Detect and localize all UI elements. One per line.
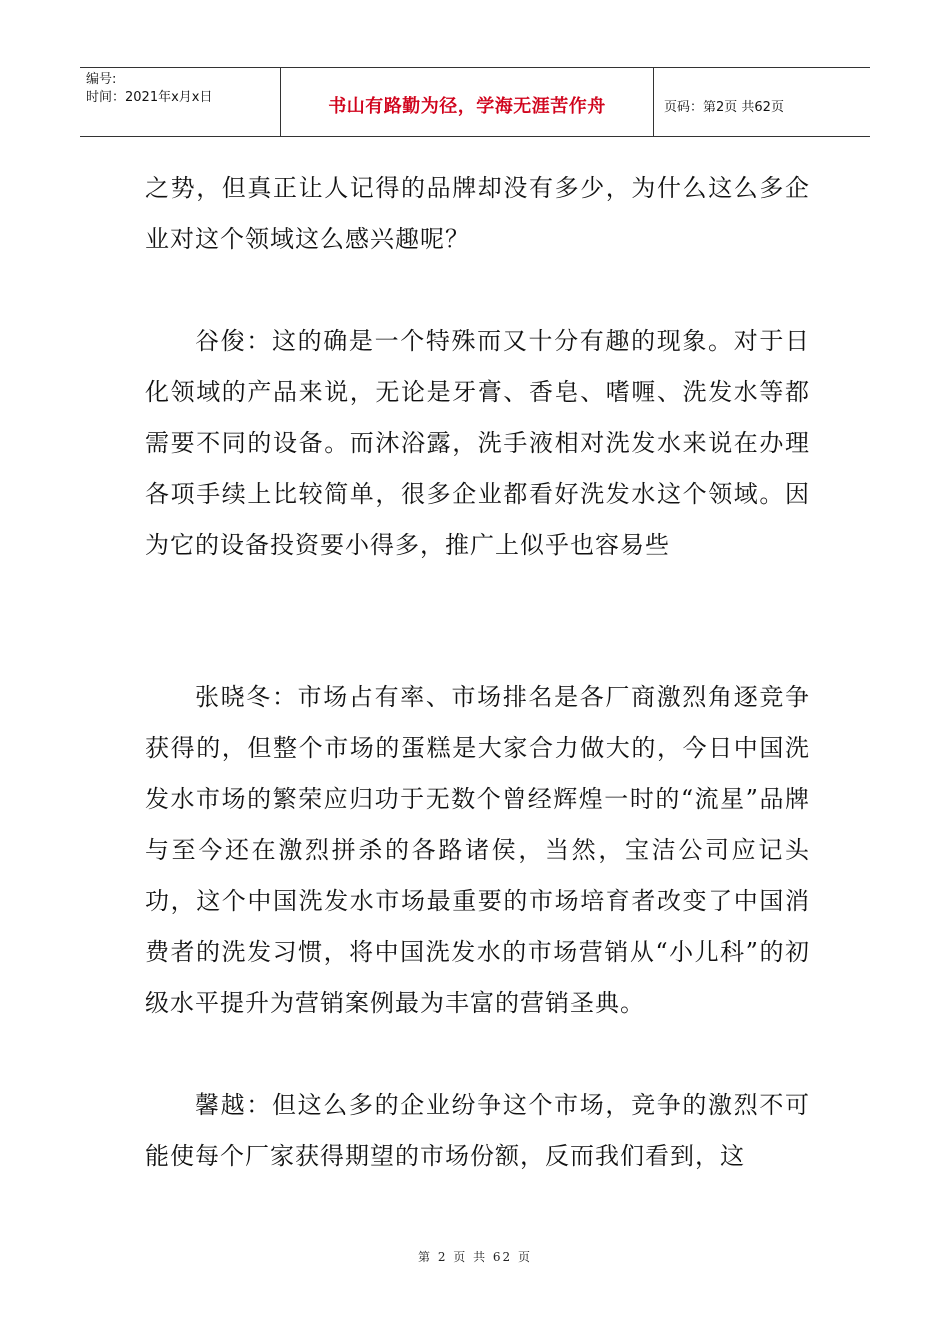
- number-label: 编号:: [86, 72, 117, 87]
- header-meta: [80, 68, 281, 136]
- date-label: 时间：2021年x月x日: [86, 90, 213, 105]
- page-header: [80, 67, 870, 137]
- document-body: [145, 163, 810, 1182]
- paragraph-continuation: 之势，但真正让人记得的品牌却没有多少，为什么这么多企业对这个领域这么感兴趣呢？: [145, 174, 810, 253]
- paragraph-zhang-xiaodong: 张晓冬：市场占有率、市场排名是各厂商激烈角逐竞争获得的，但整个市场的蛋糕是大家合力做大的，今日中国洗发水市场的繁荣应归功于无数个曾经辉煌一时的“流星”品牌与至今还在激烈拼杀的各路诸侯，当然，宝洁公司应记头功，这个中国洗发水市场最重要的市场培育者改变了中国消费者的洗发习惯，将中国洗发水的市场营销从“小儿科”的初级水平提升为营销案例最为丰富的营销圣典。: [145, 683, 810, 1017]
- page-footer: 第 2 页 共 62 页: [418, 1250, 532, 1264]
- paragraph-xin-yue: 馨越：但这么多的企业纷争这个市场，竞争的激烈不可能使每个厂家获得期望的市场份额，反而我们看到，这: [145, 1091, 810, 1170]
- header-motto: 书山有路勤为径，学海无涯苦作舟: [281, 68, 654, 136]
- paragraph-gu-jun: 谷俊：这的确是一个特殊而又十分有趣的现象。对于日化领域的产品来说，无论是牙膏、香皂、嗜喱、洗发水等都需要不同的设备。而沐浴露，洗手液相对洗发水来说在办理各项手续上比较简单，很多企业都看好洗发水这个领域。因为它的设备投资要小得多，推广上似乎也容易些: [145, 327, 810, 559]
- header-page-info: 页码：第2页 共62页: [664, 99, 784, 115]
